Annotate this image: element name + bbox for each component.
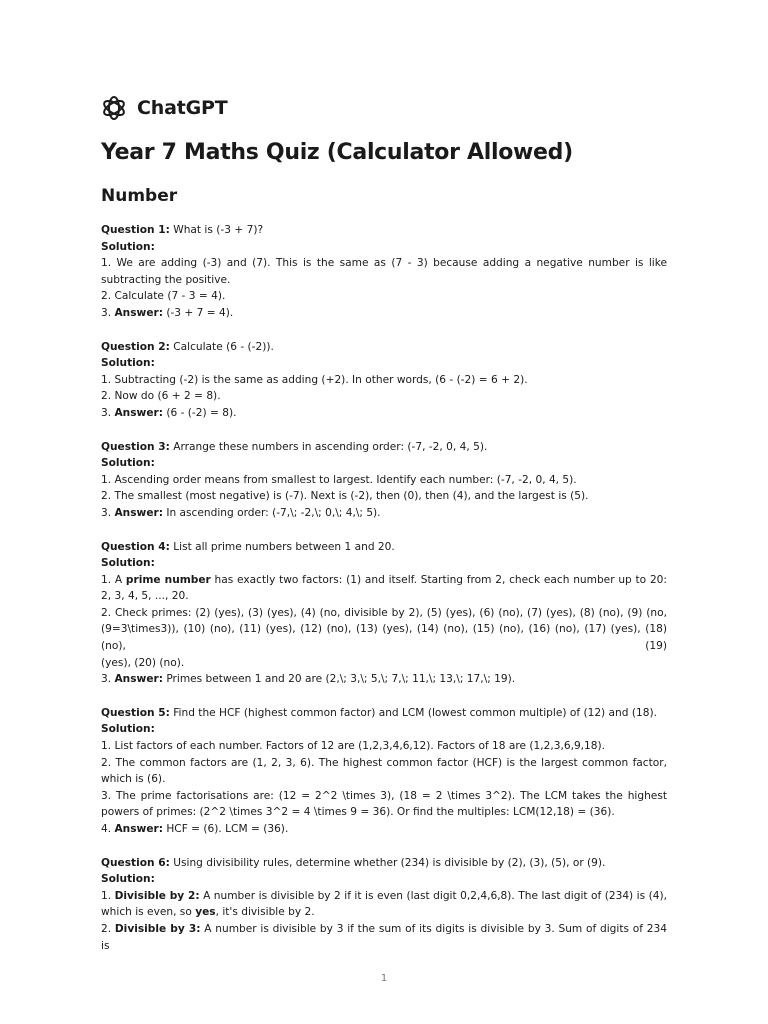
solution-step: subtracting the positive. — [101, 273, 231, 286]
solution-step: 1. Subtracting (-2) is the same as adding (+2). In other words, (6 - (-2) = 6 + 2). — [101, 373, 528, 386]
divisible-by-2-term: Divisible by 2: — [114, 889, 200, 902]
solution-step: 1. Ascending order means from smallest to largest. Identify each number: (-7, -2, 0, 4, 5). — [101, 473, 577, 486]
brand-name: ChatGPT — [137, 97, 228, 119]
question-line — [101, 439, 667, 456]
question-label: Question 3: — [101, 440, 170, 453]
question-label: Question 1: — [101, 224, 170, 236]
solution-step: 1. List factors of each number. Factors of 12 are (1,2,3,4,6,12). Factors of 18 are (1,2,3,6,9,18). — [101, 740, 606, 753]
prime-number-term: prime number — [125, 573, 211, 586]
solution-step: 1. A prime number has exactly two factors: (1) and itself. Starting from 2, check each number up to 20: — [101, 573, 667, 586]
answer-label: Answer: — [114, 406, 163, 419]
solution-label: Solution: — [101, 240, 155, 253]
solution-step: 2. Now do (6 + 2 = 8). — [101, 390, 221, 403]
brand — [101, 95, 227, 121]
question-label: Question 2: — [101, 340, 170, 353]
solution-label: Solution: — [101, 357, 155, 370]
answer-label: Answer: — [114, 306, 163, 319]
question-block-3 — [101, 439, 667, 522]
question-line — [101, 539, 667, 556]
answer-line: 3. Answer: (6 - (-2) = 8). — [101, 406, 237, 419]
question-label: Question 5: — [101, 706, 170, 719]
solution-label: Solution: — [101, 457, 155, 470]
question-text: Find the HCF (highest common factor) and LCM (lowest common multiple) of (12) and (18). — [173, 706, 657, 719]
solution-step: 1. Divisible by 2: A number is divisible by 2 if it is even (last digit 0,2,4,6,8). The last digit of (234) is (4), — [101, 889, 667, 902]
question-block-4 — [101, 539, 667, 688]
question-text: Arrange these numbers in ascending order: (-7, -2, 0, 4, 5). — [173, 440, 488, 453]
question-block-5 — [101, 705, 667, 838]
page-number: 1 — [380, 973, 388, 984]
solution-step: 2. The smallest (most negative) is (-7). Next is (-2), then (0), then (4), and the largest is (5). — [101, 490, 589, 503]
answer-line: 3. Answer: In ascending order: (-7,\; -2,\; 0,\; 4,\; 5). — [101, 506, 381, 519]
solution-label: Solution: — [101, 557, 155, 570]
question-block-1 — [101, 222, 667, 322]
question-text: Calculate (6 - (-2)). — [173, 340, 274, 353]
solution-step: 2. Divisible by 3: A number is divisible by 3 if the sum of its digits is divisible by 3. Sum of digits of 234 is — [101, 922, 667, 952]
question-text: Using divisibility rules, determine whether (234) is divisible by (2), (3), (5), or (9). — [173, 856, 606, 869]
openai-logo-icon — [101, 95, 127, 121]
answer-line: 4. Answer: HCF = (6). LCM = (36). — [101, 823, 289, 835]
question-line — [101, 855, 667, 872]
solution-step: 2. The common factors are (1, 2, 3, 6). The highest common factor (HCF) is the largest common factor, — [101, 756, 667, 769]
section-heading: Number — [101, 186, 178, 206]
question-label: Question 4: — [101, 540, 170, 553]
quiz-body — [101, 222, 667, 971]
solution-step: (9=3\times3)), (10) (no), (11) (yes), (12) (no), (13) (yes), (14) (no), (15) (no), (16) (no), (17) (yes), (18) (no), (19) — [101, 623, 667, 653]
solution-label: Solution: — [101, 723, 155, 736]
solution-step: 2. Check primes: (2) (yes), (3) (yes), (4) (no, divisible by 2), (5) (yes), (6) (no), (7) (yes), (8) (no), (9) (no, — [101, 606, 667, 619]
answer-label: Answer: — [114, 673, 163, 686]
yes-term: yes — [195, 906, 216, 919]
question-text: What is (-3 + 7)? — [173, 224, 264, 236]
solution-step: (yes), (20) (no). — [101, 656, 185, 669]
solution-step: which is even, so yes, it's divisible by 2. — [101, 906, 315, 919]
solution-step: which is (6). — [101, 773, 166, 786]
question-line — [101, 339, 667, 356]
answer-line: 3. Answer: (-3 + 7 = 4). — [101, 306, 234, 319]
solution-step: 1. We are adding (-3) and (7). This is the same as (7 - 3) because adding a negative number is like — [101, 257, 667, 270]
question-block-6 — [101, 855, 667, 955]
question-block-2 — [101, 339, 667, 422]
document-title: Year 7 Maths Quiz (Calculator Allowed) — [101, 140, 573, 165]
answer-label: Answer: — [114, 506, 163, 519]
solution-label: Solution: — [101, 873, 155, 886]
solution-step: powers of primes: (2^2 \times 3^2 = 4 \times 9 = 36). Or find the multiples: LCM(12,18) = (36). — [101, 806, 615, 819]
question-line — [101, 222, 667, 239]
answer-label: Answer: — [114, 823, 163, 835]
answer-line: 3. Answer: Primes between 1 and 20 are (2,\; 3,\; 5,\; 7,\; 11,\; 13,\; 17,\; 19). — [101, 673, 516, 686]
divisible-by-3-term: Divisible by 3: — [114, 922, 201, 935]
solution-step: 2. Calculate (7 - 3 = 4). — [101, 290, 226, 303]
question-label: Question 6: — [101, 856, 170, 869]
solution-step: 2, 3, 4, 5, ..., 20. — [101, 590, 189, 603]
question-line — [101, 705, 667, 722]
question-text: List all prime numbers between 1 and 20. — [173, 540, 395, 553]
solution-step: 3. The prime factorisations are: (12 = 2^2 \times 3), (18 = 2 \times 3^2). The LCM takes the highest — [101, 789, 667, 802]
